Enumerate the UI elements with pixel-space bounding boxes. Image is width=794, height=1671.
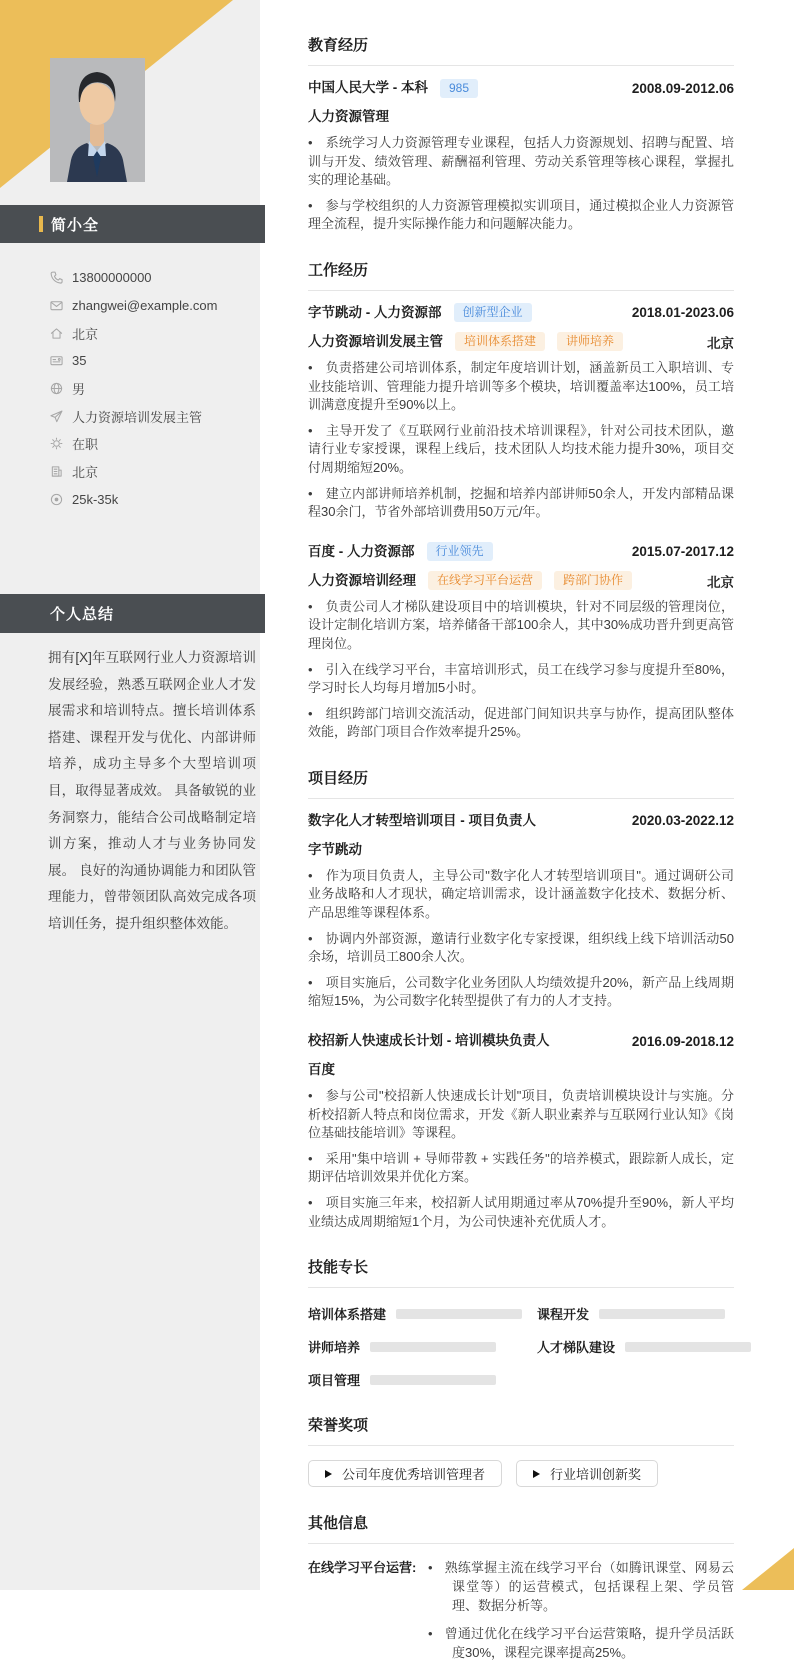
project-org-row	[308, 1060, 734, 1080]
other-info-row	[308, 1558, 734, 1671]
bullet: • 组织跨部门培训交流活动，促进部门间知识共享与协作，提高团队整体效能，跨部门项目合作效率提升25%。	[308, 705, 734, 742]
bullet: • 负责公司人才梯队建设项目中的培训模块，针对不同层级的管理岗位，设计定制化培训方案，培养储备干部100余人，其中30%成功晋升到更高管理岗位。	[308, 598, 734, 654]
company-name: 字节跳动 - 人力资源部	[308, 304, 442, 320]
city-icon	[50, 465, 63, 478]
skill-bar	[599, 1309, 725, 1319]
bullet: • 引入在线学习平台，丰富培训形式，员工在线学习参与度提升至80%，学习时长人均每月增加5小时。	[308, 661, 734, 698]
education-major-row	[308, 107, 734, 127]
major-name: 人力资源管理	[308, 109, 389, 124]
honor-list	[308, 1460, 734, 1487]
play-icon	[325, 1470, 332, 1478]
skill-item: 人才梯队建设	[537, 1337, 751, 1356]
contact-item-age: 35	[50, 347, 250, 375]
project-org: 字节跳动	[308, 841, 362, 857]
section-heading-education: 教育经历	[308, 36, 734, 66]
bullet: • 项目实施三年来，校招新人试用期通过率从70%提升至90%，新人平均业绩达成周期缩短1个月，为公司快速补充优质人才。	[308, 1194, 734, 1231]
candidate-name: 简小全	[51, 216, 100, 234]
summary-text: 拥有[X]年互联网行业人力资源培训发展经验，熟悉互联网企业人才发展需求和培训特点。擅长培训体系搭建、课程开发与优化、内部讲师培养，成功主导多个大型培训项目，取得显著成效。 具备敏锐的业务洞察力，能结合公司战略制定培训方案，推动人才与业务协同发展。 良好的沟通协调能力和团队管理能力，曾带领团队高效完成各项培训任务，提升组织整体效能。	[48, 650, 256, 931]
position-icon	[50, 410, 63, 423]
education-bullets	[308, 134, 734, 234]
main-content	[308, 0, 734, 1671]
section-heading-honors: 荣誉奖项	[308, 1416, 734, 1446]
profile-photo	[50, 58, 145, 182]
bullet: • 建立内部讲师培养机制，挖掘和培养内部讲师50余人，开发内部精品课程30余门，节省外部培训费用50万元/年。	[308, 485, 734, 522]
role-badge: 培训体系搭建	[455, 332, 545, 351]
skill-item: 培训体系搭建	[308, 1304, 537, 1323]
contact-item-email: zhangwei@example.com	[50, 292, 250, 320]
project-title: 校招新人快速成长计划 - 培训模块负责人	[308, 1033, 550, 1049]
project-title: 数字化人才转型培训项目 - 项目负责人	[308, 812, 536, 828]
project-entry-header	[308, 1031, 734, 1051]
project-date: 2016.09-2018.12	[631, 1033, 734, 1049]
company-badge: 创新型企业	[454, 303, 532, 322]
section-heading-work: 工作经历	[308, 261, 734, 291]
section-heading-other: 其他信息	[308, 1514, 734, 1544]
work-bullets	[308, 359, 734, 522]
summary-title: 个人总结	[50, 606, 115, 623]
contact-list	[50, 264, 250, 513]
bullet: • 采用"集中培训 + 导师带教 + 实践任务"的培养模式，跟踪新人成长，定期评估培训效果并优化方案。	[308, 1150, 734, 1187]
bullet: • 系统学习人力资源管理专业课程，包括人力资源规划、招聘与配置、培训与开发、绩效管理、薪酬福利管理、劳动关系管理等核心课程，掌握扎实的理论基础。	[308, 134, 734, 190]
other-info-label: 在线学习平台运营:	[308, 1560, 417, 1576]
work-entry-header	[308, 303, 734, 323]
bullet: • 主导开发了《互联网行业前沿技术培训课程》，针对公司技术团队，邀请行业专家授课，课程上线后，技术团队人均技术能力提升30%，项目交付周期缩短20%。	[308, 422, 734, 478]
company-badge: 行业领先	[427, 542, 493, 561]
bullet: • 项目实施后，公司数字化业务团队人均绩效提升20%，新产品上线周期缩短15%，为公司数字化转型提供了有力的人才支持。	[308, 974, 734, 1011]
education-entry-header	[308, 78, 734, 98]
project-org: 百度	[308, 1062, 335, 1078]
home-icon	[50, 327, 63, 340]
role-title: 人力资源培训经理	[308, 572, 416, 588]
status-icon	[50, 437, 63, 450]
work-bullets	[308, 598, 734, 742]
school-name: 中国人民大学 - 本科	[308, 80, 428, 95]
section-heading-skills: 技能专长	[308, 1258, 734, 1288]
honor-badge-button[interactable]: 行业培训创新奖	[516, 1460, 658, 1487]
project-entry	[308, 811, 734, 1011]
skill-item: 课程开发	[537, 1304, 751, 1323]
honor-badge-button[interactable]: 公司年度优秀培训管理者	[308, 1460, 502, 1487]
skill-bar	[370, 1342, 496, 1352]
contact-item-gender: 男	[50, 375, 250, 403]
bullet: • 负责搭建公司培训体系，制定年度培训计划，涵盖新员工入职培训、专业技能培训、管理能力提升培训等多个模块，培训覆盖率达100%，员工培训满意度提升至90%以上。	[308, 359, 734, 415]
role-title: 人力资源培训发展主管	[308, 333, 443, 349]
age-icon	[50, 354, 63, 367]
project-bullets	[308, 1087, 734, 1231]
skill-item: 项目管理	[308, 1370, 537, 1389]
skill-item: 讲师培养	[308, 1337, 537, 1356]
contact-item-status: 在职	[50, 430, 250, 458]
work-role-row	[308, 332, 734, 352]
work-location: 北京	[707, 335, 734, 351]
gender-icon	[50, 382, 63, 395]
contact-item-phone: 13800000000	[50, 264, 250, 292]
bullet: • 参与公司"校招新人快速成长计划"项目，负责培训模块设计与实施。分析校招新人特点和岗位需求，开发《新人职业素养与互联网行业认知》《岗位基础技能培训》等课程。	[308, 1087, 734, 1143]
role-badge: 在线学习平台运营	[428, 571, 542, 590]
school-badge-985: 985	[440, 79, 478, 98]
contact-item-salary: 25k-35k	[50, 486, 250, 514]
bullet: • 参与学校组织的人力资源管理模拟实训项目，通过模拟企业人力资源管理全流程，提升实际操作能力和问题解决能力。	[308, 197, 734, 234]
contact-item-location: 北京	[50, 319, 250, 347]
role-badge: 跨部门协作	[554, 571, 632, 590]
contact-item-position: 人力资源培训发展主管	[50, 402, 250, 430]
work-entry	[308, 303, 734, 522]
project-entry-header	[308, 811, 734, 831]
project-bullets	[308, 867, 734, 1011]
work-role-row	[308, 571, 734, 591]
work-date: 2015.07-2017.12	[631, 544, 734, 560]
work-entry-header	[308, 542, 734, 562]
name-accent-mark	[39, 216, 43, 232]
skill-bar	[396, 1309, 522, 1319]
work-location: 北京	[707, 574, 734, 590]
project-entry	[308, 1031, 734, 1231]
bullet: • 作为项目负责人，主导公司"数字化人才转型培训项目"。通过调研公司业务战略和人才现状，确定培训需求，设计涵盖数字化技术、数据分析、产品思维等课程体系。	[308, 867, 734, 923]
skill-bar	[370, 1375, 496, 1385]
sidebar	[0, 0, 260, 1590]
name-bar	[0, 205, 265, 243]
section-heading-projects: 项目经历	[308, 769, 734, 799]
bottom-right-accent-triangle	[742, 1548, 794, 1590]
work-entry	[308, 542, 734, 742]
company-name: 百度 - 人力资源部	[308, 543, 415, 559]
contact-item-city: 北京	[50, 458, 250, 486]
education-date: 2008.09-2012.06	[631, 80, 734, 96]
bullet: • 曾通过优化在线学习平台运营策略，提升学员活跃度30%，课程完课率提高25%。	[428, 1624, 734, 1662]
work-date: 2018.01-2023.06	[631, 305, 734, 321]
role-badge: 讲师培养	[557, 332, 623, 351]
phone-icon	[50, 271, 63, 284]
skill-grid	[308, 1304, 734, 1389]
play-icon	[533, 1470, 540, 1478]
summary-bar	[0, 594, 265, 633]
salary-icon	[50, 493, 63, 506]
email-icon	[50, 299, 63, 312]
bullet: • 协调内外部资源，邀请行业数字化专家授课，组织线上线下培训活动50余场，培训员工800余人次。	[308, 930, 734, 967]
bullet: • 熟练掌握主流在线学习平台（如腾讯课堂、网易云课堂等）的运营模式，包括课程上架、学员管理、数据分析等。	[428, 1558, 734, 1615]
other-info-bullets	[428, 1558, 734, 1671]
project-org-row	[308, 840, 734, 860]
skill-bar	[625, 1342, 751, 1352]
project-date: 2020.03-2022.12	[631, 813, 734, 829]
